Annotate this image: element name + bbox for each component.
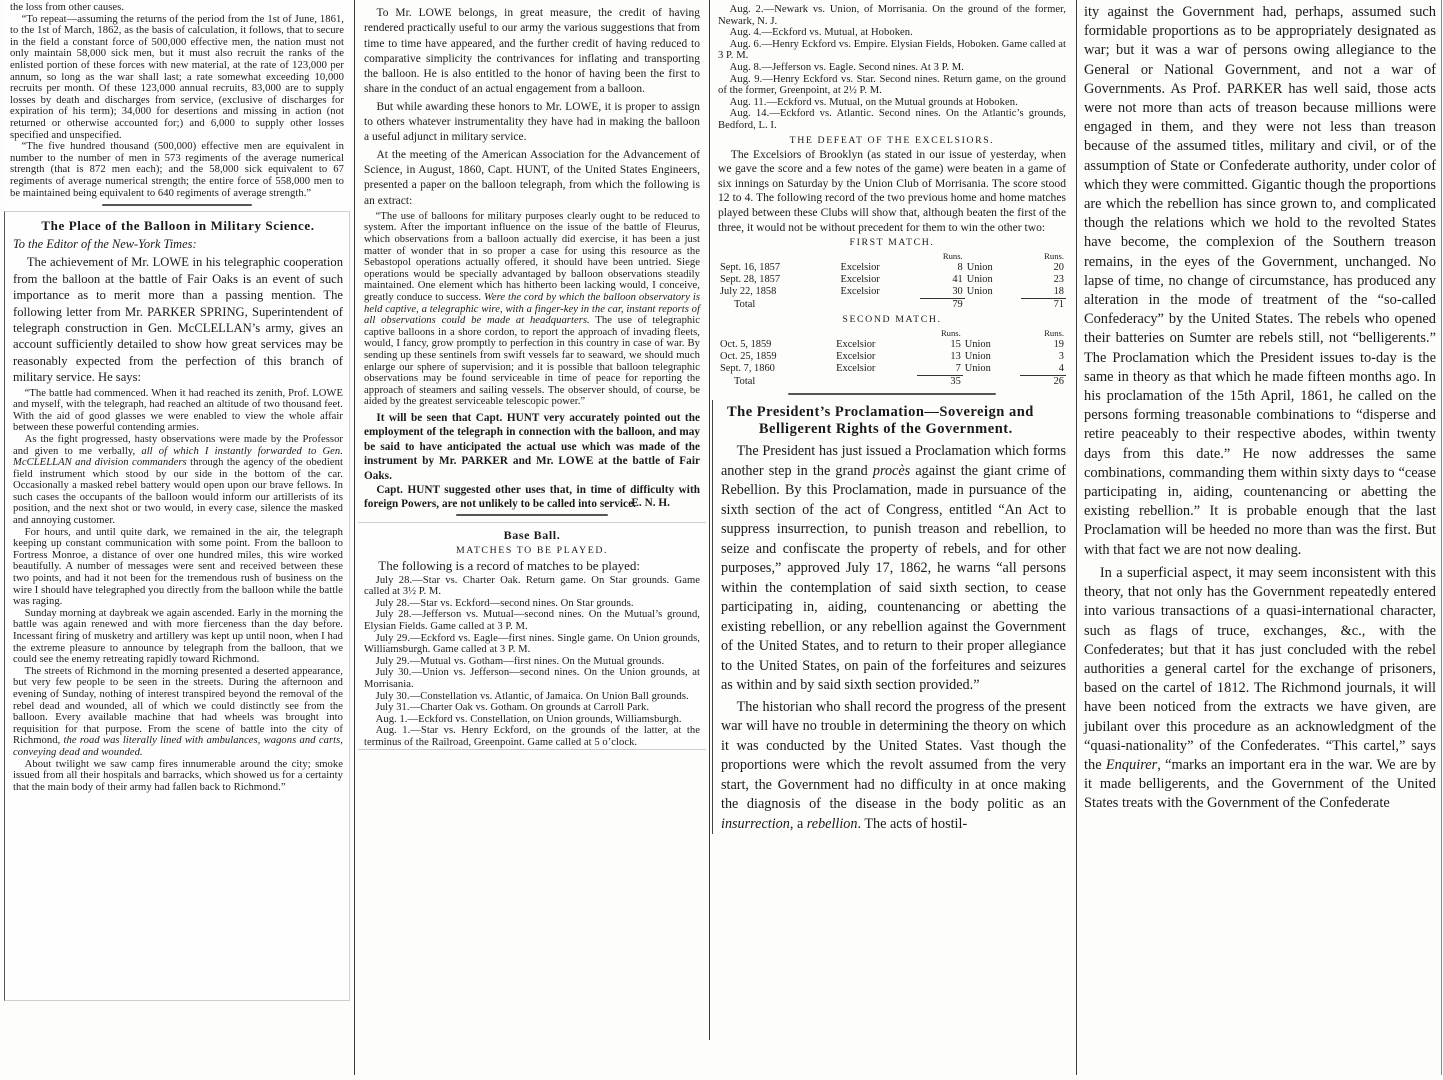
runs-cell: 23	[1053, 274, 1064, 286]
match-listing: July 29.—Mutual vs. Gotham—first nines. On the Mutual grounds.	[375, 655, 665, 667]
italic-text: procès	[872, 462, 911, 479]
runs-cell: 19	[1053, 339, 1064, 351]
table-row	[718, 274, 1066, 286]
runs-cell: 15	[950, 339, 961, 351]
text: . The acts of hostil-	[857, 815, 968, 832]
table-row	[718, 262, 1066, 274]
text: The use of telegraphic captive balloons in a shore cordon, to report the approach of invading fleets, would, I fancy, grow promptly to perfection in this country in case of war. By sending up these sentinels from swift vessels far to seaward, we should much enlarge our sphere of supervision; and it is possible that balloon telegraphic observations may be found serviceable in time of peace for reporting the approach of steamers and sailing vessels. The observer should, of course, be aided by the greatest serviceable telescopic power.”	[364, 315, 701, 408]
paragraph: “The battle had commenced. When it had reached its zenith, Prof. LOWE and myself, with the telegraph, had reached an altitude of two thousand feet. With the aid of good glasses we were enabled to view the whole affair between these powerful contending armies.	[13, 387, 343, 434]
salutation: To the Editor of the New-York Times:	[13, 237, 197, 252]
match-listing: Aug. 6.—Henry Eckford vs. Empire. Elysian Fields, Hoboken. Game called at 3 P. M.	[718, 38, 1066, 62]
italic-text: the road was literally lined with ambulances, wagons and carts, conveying dead and wounded.	[13, 735, 343, 758]
paragraph	[13, 666, 343, 759]
date-cell: Sept. 7, 1860	[720, 363, 775, 375]
italic-text: all of which I instantly forwarded to Gen. McCLELLAN and division commanders	[13, 445, 343, 469]
paragraph	[1084, 564, 1436, 814]
date-cell: Sept. 28, 1857	[720, 274, 781, 286]
table-header-row	[718, 250, 1066, 262]
article-headline: The President’s Proclamation—Sovereign and Belligerent Rights of the Government.	[727, 404, 1034, 438]
section-divider	[102, 204, 252, 206]
runs-header: Runs.	[942, 251, 963, 262]
table-row	[718, 339, 1066, 351]
paragraph: The Excelsiors of Brooklyn (as stated in our issue of yesterday, when we gave the score and a few notes of the game) were beaten in a game of six innings on Saturday by the Union Club of Morrisania. The score stood 12 to 4. The following record of the two previous home and home matches played between these Clubs will show that, although beaten the first of the three, it would not be without precedent for them to win the other two:	[718, 147, 1066, 234]
match-listing: Aug. 11.—Eckford vs. Mutual, on the Mutual grounds at Hoboken.	[729, 96, 1018, 108]
runs-cell: 18	[1053, 286, 1064, 298]
runs-cell: 4	[1058, 363, 1064, 375]
column-2	[358, 0, 706, 1075]
runs-cell: 8	[957, 262, 963, 274]
text: In a superficial aspect, it may seem inconsistent with this theory, that not only has the Government repeatedly entered into various transactions of a quasi-international character, such as flags of truce, exchanges, &c., with the Confederates; but that it has just concluded with the rebel authorities a general cartel for the exchange of prisoners, based on the cartel of 1812. The Richmond journals, it will have been noticed from the extracts we have given, are jubilant over this procedure as an acknowledgment of the “quasi-nationality” of the Confederates. “This cartel,” says the	[1084, 564, 1436, 773]
section-heading: THE DEFEAT OF THE EXCELSIORS.	[789, 134, 995, 146]
column-rule	[1076, 0, 1077, 1075]
column-3	[712, 0, 1072, 1075]
italic-text: Were the cord by which the balloon observatory is held captive, a telegraphic wire, with a finger-key in the car, instant reports of all observations could be made at headquarters.	[364, 292, 700, 327]
text: , “marks an important era in the war. We are by it made belligerents, and the Government of the United States treats with the Government of the Confederate	[1084, 756, 1436, 812]
table-heading: FIRST MATCH.	[849, 237, 935, 249]
paragraph	[721, 442, 1066, 696]
match-listing: Aug. 4.—Eckford vs. Mutual, at Hoboken.	[729, 27, 913, 39]
balloon-article-continued	[358, 0, 706, 516]
club-cell: Excelsior	[836, 339, 876, 351]
paragraph: The achievement of Mr. LOWE in his telegraphic cooperation from the balloon at the battle of Fair Oaks is an event of such importance as to merit more than a passing mention. The following letter from Mr. PARKER SPRING, Superintendent of telegraph construction in Gen. McCLELLAN’s army, gives an account sufficiently detailed to show how great services may be reasonably expected from the perfection of this branch of military service. He says:	[13, 255, 343, 385]
column-4	[1078, 0, 1442, 1075]
date-cell: Oct. 5, 1859	[720, 339, 772, 351]
section-divider	[456, 514, 607, 516]
date-cell: July 22, 1858	[720, 286, 777, 298]
italic-text: insurrection	[721, 815, 790, 832]
text: The President has just issued a Proclamation which forms another step in the grand	[721, 443, 1066, 479]
table-heading: SECOND MATCH.	[842, 314, 942, 326]
second-match-score-table	[718, 327, 1066, 388]
paragraph: For hours, and until quite dark, we remained in the air, the telegraph keeping up constant communication with some point. From the balloon to Fortress Monroe, a distance of over one hundred miles, this wire worked beautifully. A number of messages were sent and received between these two points, and had it not been for the tremendous rush of business on the wire I should have telegraphed you directly from the balloon while the battle was raging.	[13, 526, 343, 608]
total-label: Total	[734, 298, 756, 310]
match-listing: July 30.—Union vs. Jefferson—second nines. On the Union grounds, at Morrisania.	[364, 667, 700, 690]
italic-text: Enquirer	[1105, 756, 1158, 773]
runs-cell: 13	[950, 351, 961, 363]
match-listing: Aug. 9.—Henry Eckford vs. Star. Second nines. Return game, on the ground of the former, Greenpoint, at 2½ P. M.	[718, 73, 1066, 97]
match-listing: Aug. 8.—Jefferson vs. Eagle. Second nines. At 3 P. M.	[729, 61, 964, 73]
runs-cell: 3	[1058, 351, 1064, 363]
column-1	[4, 0, 350, 1075]
text: As the fight progressed, hasty observations were made by the Professor and given to me verbally,	[13, 433, 343, 457]
text: The streets of Richmond in the morning presented a deserted appearance, but very few people to be seen in the streets. During the afternoon and evening of Sunday, nothing of interest transpired beyond the removal of the rebel dead and wounded, all of which we could distinctly see from the balloon. Every available machine that had wheels was brought into requisition for that purpose. From the scene of battle into the city of Richmond,	[13, 665, 343, 747]
total-label: Total	[734, 375, 756, 387]
date-cell: Oct. 25, 1859	[720, 351, 777, 363]
paragraph: To Mr. LOWE belongs, in great measure, the credit of having rendered practically useful to our army the various suggestions that from time to time have appeared, and the further credit of having reduced to comparative simplicity the contrivances for inflating and transporting the balloon. He is also entitled to the honor of having been the first to share in the conduct of an actual engagement from a balloon.	[364, 7, 700, 96]
base-ball-continued	[712, 0, 1072, 395]
paragraph: Sunday morning at daybreak we again ascended. Early in the morning the battle was again renewed and with more fierceness than the day before. Incessant firing of musketry and artillery was kept up until noon, when I had the extreme pleasure to announce by telegraph from the balloon, that we could see the enemy retreating rapidly toward Richmond.	[13, 607, 343, 666]
club-cell: Excelsior	[840, 262, 880, 274]
proclamation-article	[712, 400, 1072, 834]
paragraph: The following is a record of matches to be played:	[378, 558, 641, 574]
club-cell: Union	[966, 274, 993, 286]
italic-text: rebellion	[806, 815, 858, 832]
paragraph: Capt. HUNT suggested other uses that, in time of difficulty with foreign Powers, are not unlikely to be called into service.	[364, 483, 700, 511]
paragraph: About twilight we saw camp fires innumerable around the city; smoke issued from all their hospitals and barracks, which showed us for a certainty that the main body of their army had fallen back to Richmond.”	[13, 758, 343, 793]
text: against the giant crime of Rebellion. By this Proclamation, made in pursuance of the sixth section of the act of Congress, entitled “An Act to suppress insurrection, to punish treason and rebellion, to seize and confiscate the property of rebels, and for other purposes,” approved July 17, 1862, he warns “all persons within the contemplation of said sixth section, to cease participating in, aiding, countenancing or abetting the existing rebellion, or any rebellion against the Government of the United States, and to return to their proper allegiance to the United States, on pain of the forfeitures and seizures as within and by said sixth section provided.”	[721, 462, 1066, 694]
runs-cell: 7	[955, 363, 961, 375]
match-listing: July 28.—Star vs. Eckford—second nines. On Star grounds.	[375, 597, 634, 609]
match-listing: July 31.—Charter Oak vs. Gotham. On grounds at Carroll Park.	[375, 702, 650, 714]
club-cell: Excelsior	[840, 274, 880, 286]
paragraph	[721, 698, 1066, 835]
article-headline: Base Ball.	[503, 528, 561, 543]
club-cell: Excelsior	[840, 286, 880, 298]
table-row	[718, 363, 1066, 376]
total-cell: 71	[1021, 299, 1066, 312]
text: “The use of balloons for military purposes clearly ought to be reduced to system. After the important influence on the issue of the battle of Fleurus, which observations from a balloon actually did exercise, it has been a just matter of wonder that in so proper a case for using this resource as the Sebastopol operations actually offered, it should have been untried. Siege operations would be specially advantaged by balloon observations steadily maintained. One element which has hitherto been lacking would, I conceive, greatly conduce to success.	[364, 210, 700, 304]
runs-header: Runs.	[1044, 251, 1064, 262]
paragraph: But while awarding these honors to Mr. LOWE, it is proper to assign to others whatever instrumentality they have had in making the balloon a useful adjunct in military service.	[364, 100, 700, 144]
paragraph: “To repeat—assuming the returns of the period from the 1st of June, 1861, to the 1st of March, 1862, as the basis of calculation, it follows, that to secure in the field a constant force of 500,000 effective men, the nation must not only maintain 58,000 sick men, but it must also recruit the ranks of the enlisted portion of these forces with new material, at the rate of 123,000 per annum, so long as the war shall last; a rate somewhat exceeding 10,000 recruits per month. Of these 123,000 annual recruits, 83,000 are to supply losses by death and discharges from service, (exclusive of discharges for expiration of his term); 34,000 for desertions and missing in action (not returned or otherwise accounted for;) and 6,000 to supply other losses specified and unspecified.	[10, 13, 344, 141]
runs-header: Runs.	[940, 328, 961, 339]
paragraph: It will be seen that Capt. HUNT very accurately pointed out the employment of the telegraph in connection with the balloon, and may be said to have anticipated the actual use which was made of the instrument by Mr. PARKER and Mr. LOWE at the battle of Fair Oaks.	[364, 411, 700, 482]
club-cell: Union	[966, 262, 993, 274]
article-headline: The Place of the Balloon in Military Science.	[41, 218, 315, 234]
text: through the agency of the obedient field instrument which stood by our side in the bottom of the car. Occasionally a masked rebel battery would open upon our brave fellows. In such cases the occupants of the balloon would inform our artillerists of its position, and the next shot or two would, in every case, silence the masked and annoying customer.	[13, 457, 343, 527]
total-cell: 26	[1020, 376, 1066, 389]
total-row	[718, 376, 1066, 389]
match-listing: July 29.—Eckford vs. Eagle—first nines. Single game. On Union grounds, Williamsburgh. Game called at 3 P. M.	[364, 632, 700, 656]
text: , a	[789, 815, 807, 832]
paragraph: At the meeting of the American Association for the Advancement of Science, in August, 1860, Capt. HUNT, of the United States Engineers, presented a paper on the balloon telegraph, from which the following is an extract:	[364, 148, 700, 207]
proclamation-article-continued	[1078, 0, 1442, 814]
match-listing: July 28.—Star vs. Charter Oak. Return game. On Star grounds. Game called at 3½ P. M.	[364, 574, 700, 598]
page-edge-rule	[1441, 0, 1442, 1075]
signature: E. N. H.	[631, 496, 670, 509]
total-cell: 35	[917, 376, 963, 389]
table-row	[718, 286, 1066, 299]
club-cell: Union	[964, 363, 991, 375]
base-ball-article	[358, 522, 706, 749]
match-listing: July 30.—Constellation vs. Atlantic, of Jamaica. On Union Ball grounds.	[375, 690, 689, 702]
club-cell: Union	[964, 339, 991, 351]
date-cell: Sept. 16, 1857	[720, 262, 781, 274]
first-match-score-table	[718, 250, 1066, 311]
section-divider	[788, 393, 997, 395]
column-rule	[354, 0, 355, 1075]
paragraph	[13, 434, 343, 527]
match-listing: Aug. 1.—Star vs. Henry Eckford, on the grounds of the latter, at the terminus of the Railroad, Greenpoint. Game called at 5 o’clock.	[364, 725, 700, 748]
match-listing: Aug. 14.—Eckford vs. Atlantic. Second nines. On the Atlantic’s grounds, Bedford, L. I.	[718, 108, 1066, 131]
paragraph: ity against the Government had, perhaps, assumed such formidable proportions as to be appropriately designated as war; but it was a war of persons owing allegiance to the General or National Government, and not a war of Governments. As Prof. PARKER has well said, those acts were not more than acts of treason because millions were engaged in them, and they were not less than treason because of the assumed titles, military and civil, or of the assumption of State or Confederate authority, under color of which they were committed. Gigantic though the proportions are which the rebellion has since grown to, and complicated though the relations which we hold to the revolted States have become, the complexion of the Southern treason remains, in the eyes of the Government, unchanged. No lapse of time, no change of circumstance, has produced any alteration in the mode of treatment of the “so-called Confederacy” by the United States. The rebels who opened their batteries on Sumter are rebels still, not “belligerents.” The Proclamation which the President issues to-day is the same in theory as that which he made fifteen months ago. In his proclamation of the 15th April, 1861, he called on the persons forming treasonable combinations to “disperse and retire peaceably to their respective abodes, within twenty days from this date.” He now addresses the same combinations, commanding them within sixty days to “cease participating in, aiding, countenancing or abetting the existing rebellion.” It is probable enough that the last Proclamation will be heeded no more than was the first. But with that fact we are not now dealing.	[1084, 4, 1436, 558]
paragraph: the loss from other causes.	[10, 2, 125, 13]
match-listing: Aug. 1.—Eckford vs. Constellation, on Union grounds, Williamsburgh.	[375, 713, 682, 725]
runs-cell: 41	[952, 274, 963, 286]
match-listing: Aug. 2.—Newark vs. Union, of Morrisania. On the ground of the former, Newark, N. J.	[718, 4, 1066, 27]
club-cell: Excelsior	[836, 351, 876, 363]
total-cell: 79	[920, 299, 965, 312]
army-statistics-extract	[4, 0, 350, 206]
runs-cell: 20	[1053, 262, 1064, 274]
total-row	[718, 299, 1066, 312]
subheadline: MATCHES TO BE PLAYED.	[455, 545, 609, 557]
column-rule	[709, 0, 710, 1040]
match-listing: July 28.—Jefferson vs. Mutual—second nines. On the Mutual’s ground, Elysian Fields. Game called at 3 P. M.	[364, 609, 700, 632]
table-header-row	[718, 327, 1066, 339]
text: The historian who shall record the progress of the present war will have no trouble in determining the theory on which it was conducted by the United States. Vast though the proportions were which the revolt assumed from the very start, the Government had no difficulty in at once making the diagnosis of the disease in the body politic as an	[721, 698, 1066, 813]
runs-cell: 30	[952, 286, 963, 298]
runs-header: Runs.	[1044, 328, 1064, 339]
balloon-article	[4, 211, 350, 1001]
quoted-extract	[364, 211, 700, 408]
table-row	[718, 351, 1066, 363]
club-cell: Excelsior	[836, 363, 876, 375]
club-cell: Union	[966, 286, 993, 298]
paragraph: “The five hundred thousand (500,000) effective men are equivalent in number to the number of men in 573 regiments of the average numerical strength (that is 872 men each); and the 58,000 sick equivalent to 67 regiments of average numerical strength; the entire force of 558,000 men to be maintained being equivalent to 640 regiments of average strength.”	[10, 141, 344, 199]
club-cell: Union	[964, 351, 991, 363]
